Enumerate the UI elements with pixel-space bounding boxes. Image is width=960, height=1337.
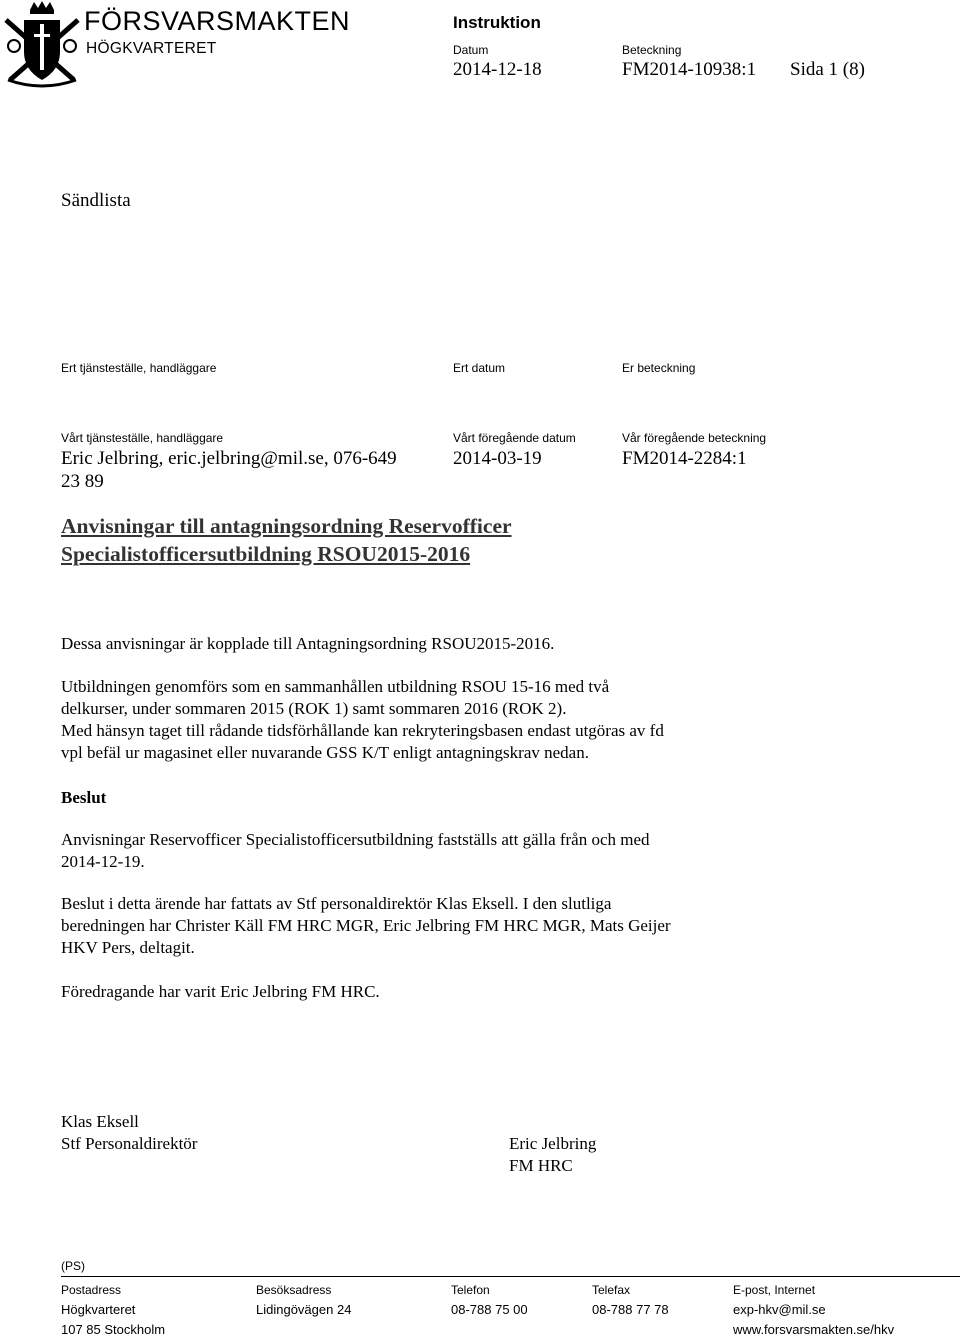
forsvarsmakten-emblem-icon bbox=[0, 0, 84, 92]
our-office-contact-continued: 23 89 bbox=[61, 471, 104, 492]
paragraph-intro: Dessa anvisningar är kopplade till Antagningsordning RSOU2015-2016. bbox=[61, 634, 555, 653]
paragraph-decision-line-2: 2014-12-19. bbox=[61, 852, 145, 871]
paragraph-training-line-4: vpl befäl ur magasinet eller nuvarande GSS K/T enligt antagningskrav nedan. bbox=[61, 743, 589, 762]
postal-address-label: Postadress bbox=[61, 1283, 122, 1297]
paragraph-training-line-2: delkurser, under sommaren 2015 (ROK 1) samt sommaren 2016 (ROK 2). bbox=[61, 699, 567, 718]
our-previous-date-label: Vårt föregående datum bbox=[453, 431, 576, 445]
website-link[interactable]: www.forsvarsmakten.se/hkv bbox=[733, 1322, 895, 1337]
footer-divider bbox=[61, 1276, 960, 1277]
signatory-right bbox=[509, 1133, 596, 1177]
paragraph-presenter: Föredragande har varit Eric Jelbring FM HRC. bbox=[61, 982, 380, 1001]
our-office-label: Vårt tjänsteställe, handläggare bbox=[61, 431, 224, 445]
reference-label: Beteckning bbox=[622, 43, 682, 57]
postal-address-line-1: Högkvarteret bbox=[61, 1302, 136, 1317]
paragraph-decision-makers-line-1: Beslut i detta ärende har fattats av Stf personaldirektör Klas Eksell. I den slutliga bbox=[61, 894, 612, 913]
org-name: FÖRSVARSMAKTEN bbox=[84, 6, 351, 36]
paragraph-training bbox=[61, 676, 664, 764]
org-unit: HÖGKVARTERET bbox=[86, 40, 217, 57]
signatory-right-name: Eric Jelbring bbox=[509, 1134, 597, 1153]
your-date-label: Ert datum bbox=[453, 361, 506, 375]
paragraph-training-line-3: Med hänsyn taget till rådande tidsförhållande kan rekryteringsbasen endast utgöras av fd bbox=[61, 721, 664, 740]
signatory-left bbox=[61, 1111, 197, 1155]
document-reference: FM2014-10938:1 bbox=[622, 59, 757, 80]
visiting-address: Lidingövägen 24 bbox=[256, 1302, 352, 1317]
fax-number: 08-788 77 78 bbox=[592, 1302, 669, 1317]
paragraph-training-line-1: Utbildningen genomförs som en sammanhållen utbildning RSOU 15-16 med två bbox=[61, 677, 610, 696]
email-web-label: E-post, Internet bbox=[733, 1283, 816, 1297]
footer-ps: (PS) bbox=[61, 1259, 85, 1273]
postal-address-line-2: 107 85 Stockholm bbox=[61, 1322, 166, 1337]
page-number: Sida 1 (8) bbox=[790, 59, 865, 80]
document-heading bbox=[61, 512, 512, 568]
paragraph-decision-makers-line-3: HKV Pers, deltagit. bbox=[61, 938, 195, 957]
paragraph-decision-line-1: Anvisningar Reservofficer Specialistofficersutbildning fastställs att gälla från och med bbox=[61, 830, 650, 849]
visiting-address-label: Besöksadress bbox=[256, 1283, 332, 1297]
heading-line-2: Specialistofficersutbildning RSOU2015-2016 bbox=[61, 542, 471, 566]
phone-label: Telefon bbox=[451, 1283, 490, 1297]
your-reference-label: Er beteckning bbox=[622, 361, 696, 375]
phone-number: 08-788 75 00 bbox=[451, 1302, 528, 1317]
our-office-contact: Eric Jelbring, eric.jelbring@mil.se, 076-649 bbox=[61, 448, 397, 469]
document-type: Instruktion bbox=[453, 13, 541, 32]
heading-line-1: Anvisningar till antagningsordning Reservofficer bbox=[61, 514, 512, 538]
email-link[interactable]: exp-hkv@mil.se bbox=[733, 1302, 826, 1317]
fax-label: Telefax bbox=[592, 1283, 631, 1297]
paragraph-decision-makers-line-2: beredningen har Christer Käll FM HRC MGR, Eric Jelbring FM HRC MGR, Mats Geijer bbox=[61, 916, 671, 935]
signatory-left-name: Klas Eksell bbox=[61, 1112, 139, 1131]
our-previous-reference: FM2014-2284:1 bbox=[622, 448, 747, 469]
paragraph-decision-makers bbox=[61, 893, 671, 959]
date-label: Datum bbox=[453, 43, 489, 57]
our-previous-reference-label: Vår föregående beteckning bbox=[622, 431, 767, 445]
document-date: 2014-12-18 bbox=[453, 59, 542, 80]
decision-heading: Beslut bbox=[61, 788, 107, 807]
our-previous-date: 2014-03-19 bbox=[453, 448, 542, 469]
signatory-right-title: FM HRC bbox=[509, 1156, 573, 1175]
your-office-label: Ert tjänsteställe, handläggare bbox=[61, 361, 217, 375]
recipients-title: Sändlista bbox=[61, 190, 131, 211]
signatory-left-title: Stf Personaldirektör bbox=[61, 1134, 198, 1153]
paragraph-decision bbox=[61, 829, 650, 873]
